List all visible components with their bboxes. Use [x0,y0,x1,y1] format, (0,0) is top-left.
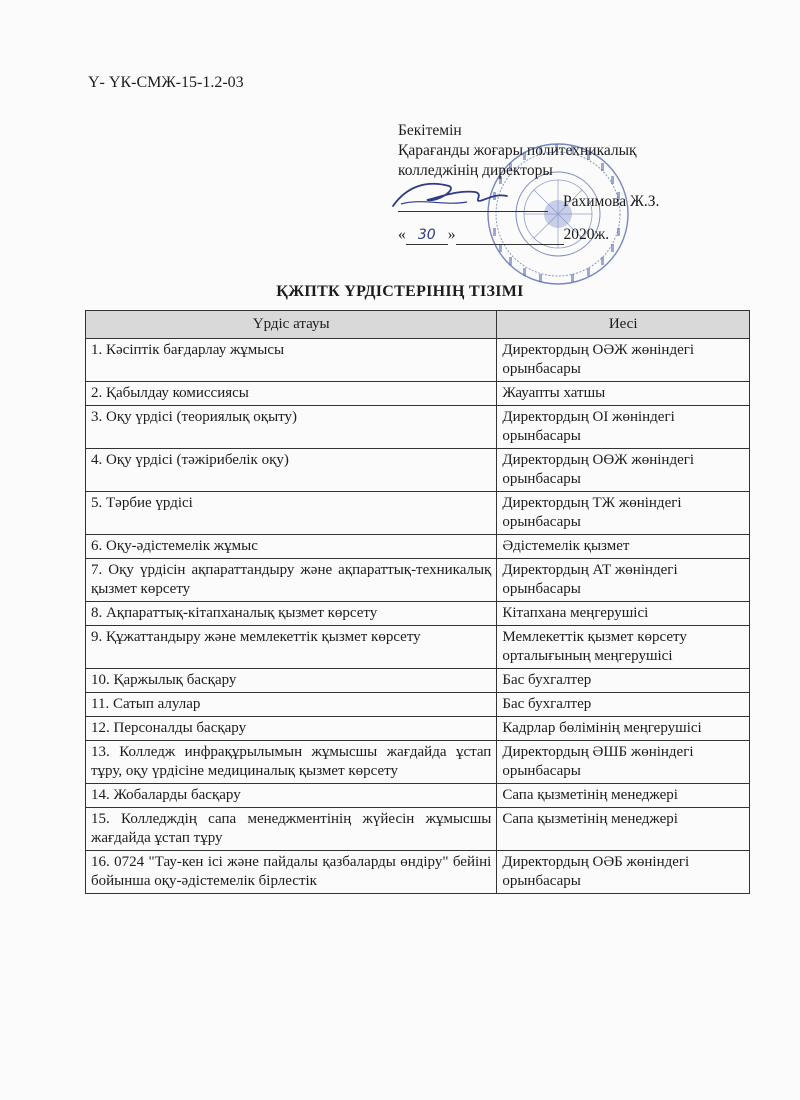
process-name-cell: 7. Оқу үрдісін ақпараттандыру және ақпараттық-техникалық қызмет көрсету [86,559,497,602]
process-owner-cell: Кітапхана меңгерушісі [497,602,750,626]
process-owner-cell: Директордың ОІ жөніндегі орынбасары [497,406,750,449]
table-row [86,535,750,559]
process-owner-cell: Директордың ТЖ жөніндегі орынбасары [497,492,750,535]
approval-date [398,226,609,245]
table-row [86,339,750,382]
process-name-cell: 13. Колледж инфрақұрылымын жұмысшы жағдайда ұстап тұру, оқу үрдісіне медициналық қызмет көрсету [86,741,497,784]
table-row [86,717,750,741]
process-owner-cell: Сапа қызметінің менеджері [497,808,750,851]
process-name-cell: 2. Қабылдау комиссиясы [86,382,497,406]
process-owner-cell: Бас бухгалтер [497,669,750,693]
process-name-cell: 9. Құжаттандыру және мемлекеттік қызмет көрсету [86,626,497,669]
date-day-field [406,226,448,245]
process-name-cell: 15. Колледждің сапа менеджментінің жүйесін жұмысшы жағдайда ұстап тұру [86,808,497,851]
column-header-owner: Иесі [497,311,750,339]
process-owner-cell: Директордың ОӘЖ жөніндегі орынбасары [497,339,750,382]
table-row [86,669,750,693]
process-name-cell: 4. Оқу үрдісі (тәжірибелік оқу) [86,449,497,492]
process-owner-cell: Сапа қызметінің менеджері [497,784,750,808]
table-row [86,626,750,669]
process-name-cell: 12. Персоналды басқару [86,717,497,741]
process-name-cell: 3. Оқу үрдісі (теориялық оқыту) [86,406,497,449]
process-name-cell: 10. Қаржылық басқару [86,669,497,693]
table-row [86,406,750,449]
process-owner-cell: Бас бухгалтер [497,693,750,717]
process-owner-cell: Директордың ӘШБ жөніндегі орынбасары [497,741,750,784]
date-year: 2020ж. [563,226,610,243]
table-row [86,693,750,717]
table-row [86,602,750,626]
process-owner-cell: Жауапты хатшы [497,382,750,406]
process-name-cell: 16. 0724 "Тау-кен ісі және пайдалы қазбаларды өндіру" бейіні бойынша оқу-әдістемелік бірлестік [86,851,497,894]
date-month-field [456,226,564,245]
process-owner-cell: Кадрлар бөлімінің меңгерушісі [497,717,750,741]
table-row [86,382,750,406]
document-code: Ү- ҮК-СМЖ-15-1.2-03 [88,74,244,91]
process-name-cell: 11. Сатып алулар [86,693,497,717]
table-row [86,741,750,784]
process-name-cell: 5. Тәрбие үрдісі [86,492,497,535]
process-owner-cell: Мемлекеттік қызмет көрсету орталығының меңгерушісі [497,626,750,669]
table-row [86,851,750,894]
table-header-row [86,311,750,339]
table-row [86,808,750,851]
table-row [86,784,750,808]
process-name-cell: 14. Жобаларды басқару [86,784,497,808]
page-title: ҚЖПТК ҮРДІСТЕРІНІҢ ТІЗІМІ [276,283,524,300]
signer-name: Рахимова Ж.З. [563,193,660,210]
process-owner-cell: Әдістемелік қызмет [497,535,750,559]
table-row [86,559,750,602]
process-name-cell: 1. Кәсіптік бағдарлау жұмысы [86,339,497,382]
date-day: 30 [417,227,436,243]
date-quote-close: » [447,226,456,243]
approval-line-1: Қарағанды жоғары политехникалық [398,142,637,159]
column-header-process: Үрдіс атауы [86,311,497,339]
date-quote-open: « [398,226,406,243]
process-owner-cell: Директордың ОӘБ жөніндегі орынбасары [497,851,750,894]
table-row [86,492,750,535]
table-row [86,449,750,492]
approval-word: Бекітемін [398,122,462,139]
process-name-cell: 6. Оқу-әдістемелік жұмыс [86,535,497,559]
signature-line [398,211,548,212]
process-name-cell: 8. Ақпараттық-кітапханалық қызмет көрсету [86,602,497,626]
process-table [85,310,750,894]
signature-row [398,193,698,215]
process-owner-cell: Директордың АТ жөніндегі орынбасары [497,559,750,602]
approval-line-2: колледжінің директоры [398,162,553,179]
approval-block [398,121,637,181]
process-owner-cell: Директордың ОӨЖ жөніндегі орынбасары [497,449,750,492]
